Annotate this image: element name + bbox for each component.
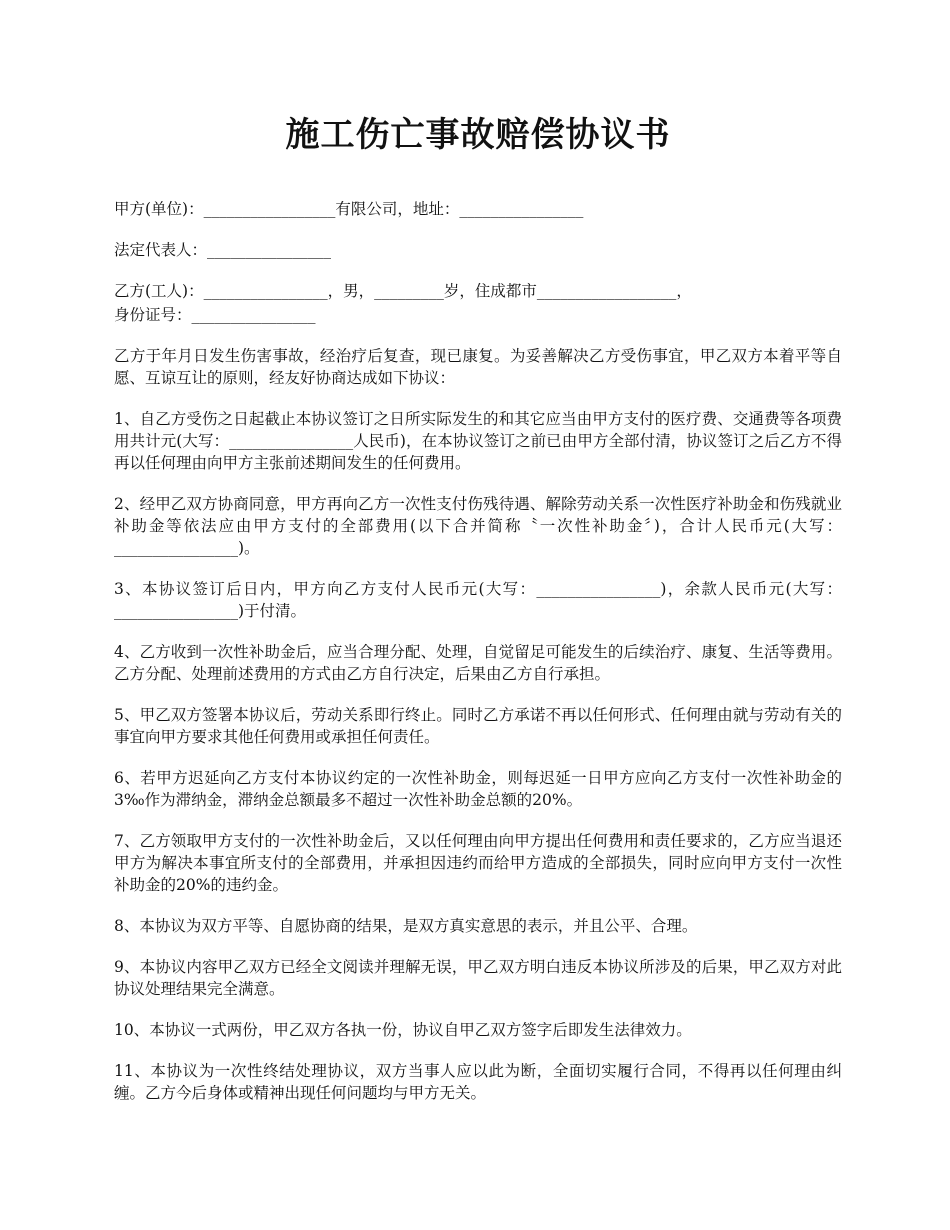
document-title: 施工伤亡事故赔偿协议书 [285, 115, 671, 155]
clause-1: 1、自乙方受伤之日起截止本协议签订之日所实际发生的和其它应当由甲方支付的医疗费、交通费等各项费用共计元(大写：________________人民币)，在本协议签订之前已由甲方全部付清，协议签订之后乙方不得再以任何理由向甲方主张前述期间发生的任何费用。 [114, 410, 842, 472]
clause-4: 4、乙方收到一次性补助金后，应当合理分配、处理，自觉留足可能发生的后续治疗、康复、生活等费用。乙方分配、处理前述费用的方式由乙方自行决定，后果由乙方自行承担。 [114, 643, 842, 683]
legal-rep-line: 法定代表人：________________ [114, 241, 332, 259]
clause-5: 5、甲乙双方签署本协议后，劳动关系即行终止。同时乙方承诺不再以任何形式、任何理由就与劳动有关的事宜向甲方要求其他任何费用或承担任何责任。 [114, 706, 842, 746]
clause-9: 9、本协议内容甲乙双方已经全文阅读并理解无误，甲乙双方明白违反本协议所涉及的后果，甲乙双方对此协议处理结果完全满意。 [114, 958, 842, 998]
intro-paragraph: 乙方于年月日发生伤害事故，经治疗后复查，现已康复。为妥善解决乙方受伤事宜，甲乙双方本着平等自愿、互谅互让的原则，经友好协商达成如下协议： [114, 347, 842, 387]
party-b-line: 乙方(工人)：________________，男，_________岁，住成都市__________________， [114, 282, 692, 300]
clause-11: 11、本协议为一次性终结处理协议，双方当事人应以此为断，全面切实履行合同，不得再以任何理由纠缠。乙方今后身体或精神出现任何问题均与甲方无关。 [114, 1062, 842, 1102]
clause-7: 7、乙方领取甲方支付的一次性补助金后，又以任何理由向甲方提出任何费用和责任要求的，乙方应当退还甲方为解决本事宜所支付的全部费用，并承担因违约而给甲方造成的全部损失，同时应向甲方支付一次性补助金的20%的违约金。 [114, 832, 842, 894]
clause-10: 10、本协议一式两份，甲乙双方各执一份，协议自甲乙双方签字后即发生法律效力。 [114, 1021, 692, 1039]
clause-3: 3、本协议签订后日内，甲方向乙方支付人民币元(大写：________________)，余款人民币元(大写：________________)于付清。 [114, 580, 842, 620]
clause-6: 6、若甲方迟延向乙方支付本协议约定的一次性补助金，则每迟延一日甲方应向乙方支付一次性补助金的3‰作为滞纳金，滞纳金总额最多不超过一次性补助金总额的20%。 [114, 769, 842, 809]
id-number-line: 身份证号：________________ [114, 306, 316, 324]
party-a-line: 甲方(单位)：_________________有限公司，地址：________________ [114, 200, 584, 218]
clause-2: 2、经甲乙双方协商同意，甲方再向乙方一次性支付伤残待遇、解除劳动关系一次性医疗补助金和伤残就业补助金等依法应由甲方支付的全部费用(以下合并简称〝一次性补助金〞)，合计人民币元(大写：________________)。 [114, 495, 842, 557]
clause-8: 8、本协议为双方平等、自愿协商的结果，是双方真实意思的表示，并且公平、合理。 [114, 917, 698, 935]
